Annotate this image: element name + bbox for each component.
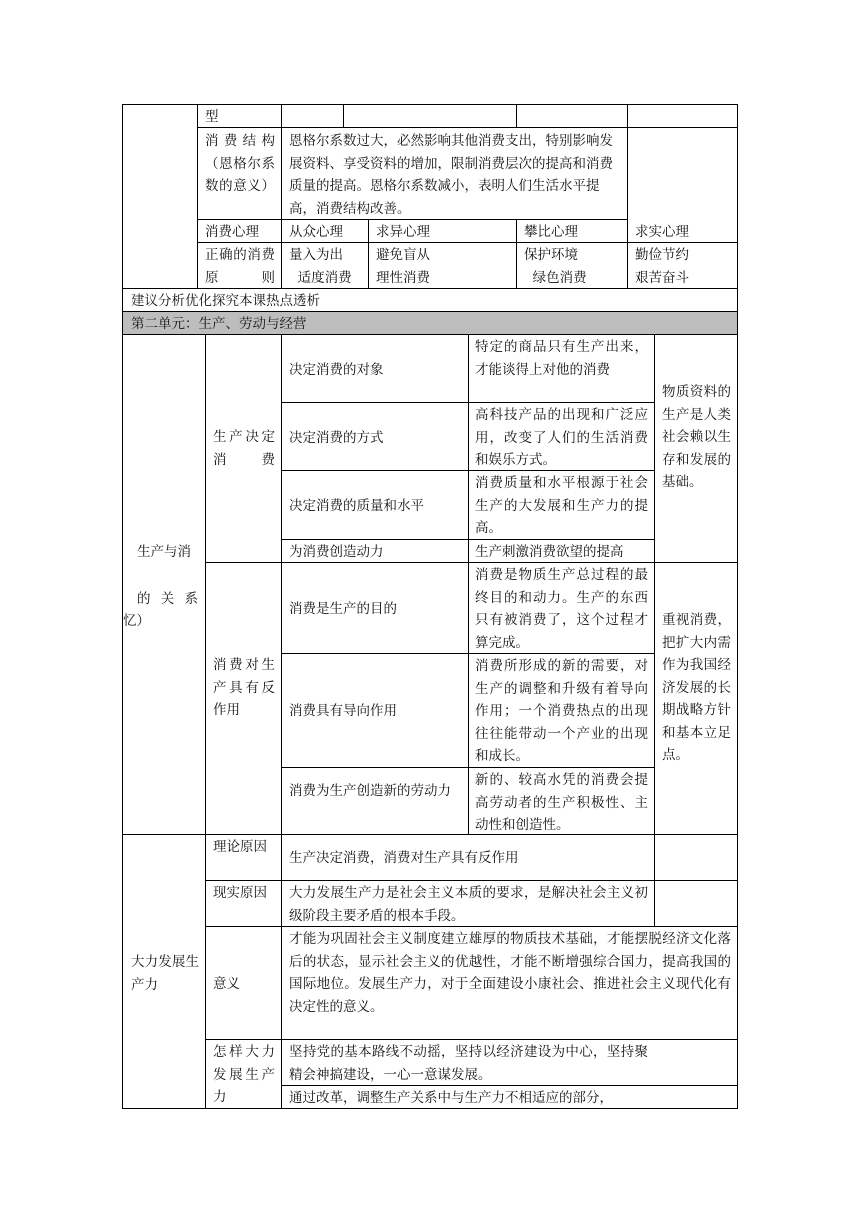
decides-item: 为消费创造动力 (289, 544, 384, 560)
decides-note: 物质资料的生产是人类社会赖以生存和发展的基础。 (662, 384, 731, 490)
reacts-item: 消费具有导向作用 (289, 703, 397, 719)
develop-label: 大力发展生产力 (131, 954, 199, 993)
decides-desc: 特定的商品只有生产出来，才能谈得上对他的消费 (475, 339, 648, 378)
structure-text: 恩格尔系数过大，必然影响其他消费支出，特别影响发展资料、享受资料的增加，限制消费层次的提高和消费质量的提高。恩格尔系数减小，表明人们生活水平提高，消费结构改善。 (289, 133, 613, 217)
principle-item: 量入为出 适度消费 (289, 247, 352, 286)
relation-label-c: 忆） (123, 613, 150, 629)
develop-row-label: 现实原因 (213, 885, 267, 901)
relation-label-b: 的关系 (137, 591, 198, 607)
psychology-label: 消费心理 (205, 224, 259, 240)
reacts-desc: 消费是物质生产总过程的最终目的和动力。生产的东西只有被消费了，这个过程才算完成。 (475, 567, 648, 651)
reacts-note: 重视消费，把扩大内需作为我国经济发展的长期战略方针和基本立足点。 (662, 612, 731, 763)
decides-desc: 生产刺激消费欲望的提高 (475, 544, 624, 560)
principle-item: 保护环境 绿色消费 (524, 247, 587, 286)
decides-item: 决定消费的方式 (289, 430, 384, 446)
reacts-desc: 消费所形成的新的需要，对生产的调整和升级有着导向作用；一个消费热点的出现往往能带动一个产业的出现和成长。 (475, 658, 648, 764)
psychology-item: 攀比心理 (524, 224, 578, 240)
reacts-item: 消费为生产创造新的劳动力 (289, 783, 451, 799)
develop-row-text-continued: 通过改革，调整生产关系中与生产力不相适应的部分， (289, 1090, 613, 1106)
psychology-item: 求异心理 (376, 224, 430, 240)
type-char: 型 (205, 109, 219, 125)
unit-header: 第二单元：生产、劳动与经营 (131, 316, 307, 332)
principles-label: 正确的消费原则 (205, 247, 275, 286)
decides-item: 决定消费的质量和水平 (289, 498, 424, 514)
principle-item: 避免盲从 理性消费 (376, 247, 430, 286)
relation-label-a: 生产与消 (137, 544, 191, 560)
reacts-desc: 新的、较高水凭的消费会提高劳动者的生产积极性、主动性和创造性。 (475, 772, 648, 833)
psychology-item: 求实心理 (635, 224, 689, 240)
structure-label: 消费结构（恩格尔系数的意义） (205, 133, 275, 194)
principle-item: 勤俭节约 艰苦奋斗 (635, 247, 689, 286)
decides-label: 生产决定消费 (213, 429, 275, 468)
decides-desc: 消费质量和水平根源于社会生产的大发展和生产力的提高。 (475, 475, 648, 536)
develop-row-text: 坚持党的基本路线不动摇，坚持以经济建设为中心，坚持聚精会神搞建设，一心一意谋发展。 (289, 1044, 648, 1083)
decides-desc: 高科技产品的出现和广泛应用，改变了人们的生活消费和娱乐方式。 (475, 407, 648, 468)
develop-row-label: 意义 (213, 976, 240, 992)
advice-row: 建议分析优化探究本课热点透析 (131, 293, 320, 309)
decides-item: 决定消费的对象 (289, 362, 384, 378)
psychology-item: 从众心理 (289, 224, 343, 240)
develop-row-label: 怎样大力发展生产力 (213, 1044, 275, 1105)
develop-row-text: 才能为巩固社会主义制度建立雄厚的物质技术基础，才能摆脱经济文化落后的状态，显示社会主义的优越性，才能不断增强综合国力，提高我国的国际地位。发展生产力，对于全面建设小康社会、推进社会主义现代化有决定性的意义。 (289, 931, 731, 1015)
develop-row-text: 生产决定消费，消费对生产具有反作用 (289, 850, 519, 866)
develop-row-label: 理论原因 (213, 839, 267, 855)
develop-row-text: 大力发展生产力是社会主义本质的要求，是解决社会主义初级阶段主要矛盾的根本手段。 (289, 885, 648, 924)
reacts-item: 消费是生产的目的 (289, 601, 397, 617)
reacts-label: 消费对生产具有反作用 (213, 657, 275, 718)
